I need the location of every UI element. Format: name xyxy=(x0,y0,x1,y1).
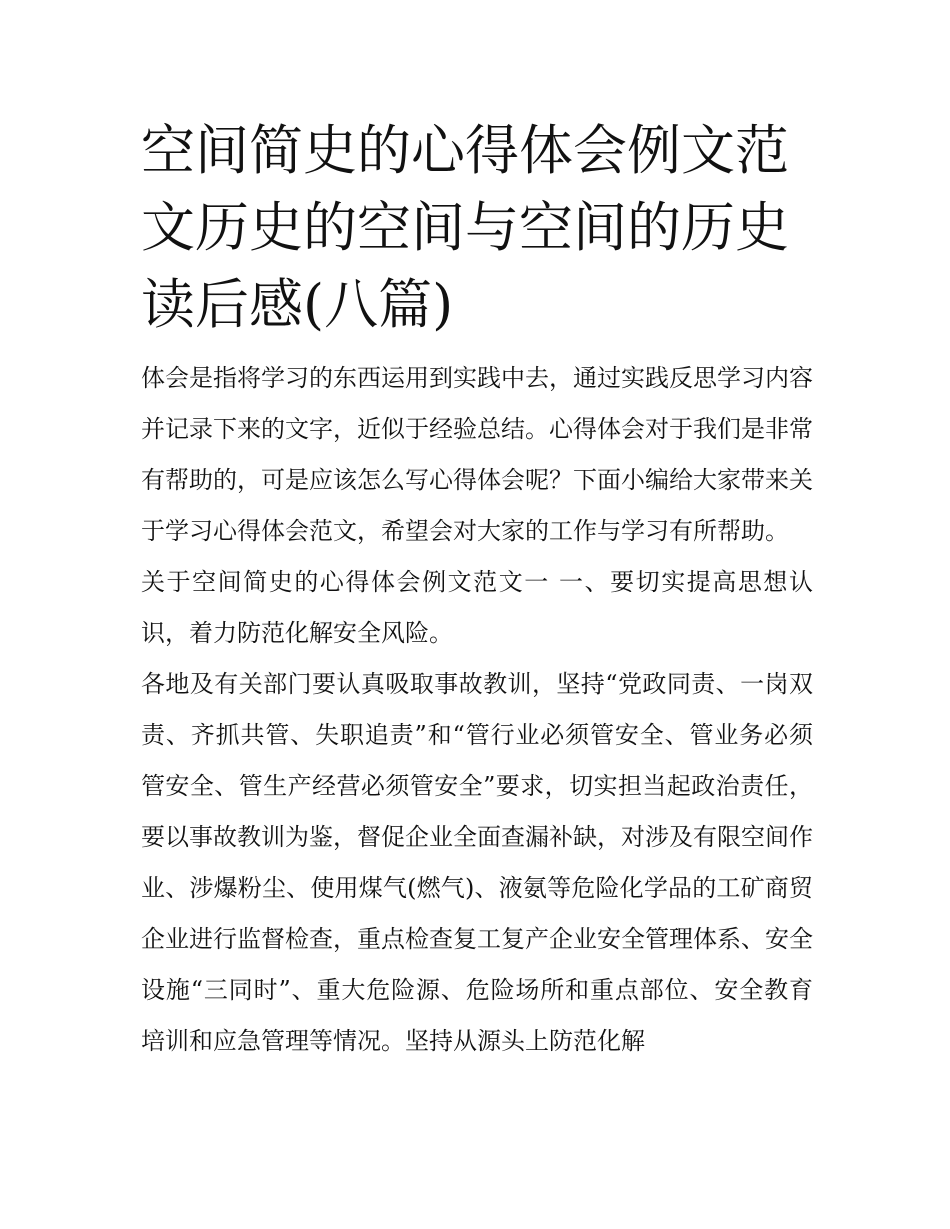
document-body xyxy=(141,353,813,1067)
paragraph-intro: 体会是指将学习的东西运用到实践中去，通过实践反思学习内容并记录下来的文字，近似于经验总结。心得体会对于我们是非常有帮助的，可是应该怎么写心得体会呢？下面小编给大家带来关于学习心得体会范文，希望会对大家的工作与学习有所帮助。 xyxy=(141,364,813,545)
paragraph-section-one-body: 各地及有关部门要认真吸取事故教训，坚持“党政同责、一岗双责、齐抓共管、失职追责”和“管行业必须管安全、管业务必须管安全、管生产经营必须管安全”要求，切实担当起政治责任，要以事故教训为鉴，督促企业全面查漏补缺，对涉及有限空间作业、涉爆粉尘、使用煤气(燃气)、液氨等危险化学品的工矿商贸企业进行监督检查，重点检查复工复产企业安全管理体系、安全设施“三同时”、重大危险源、危险场所和重点部位、安全教育培训和应急管理等情况。坚持从源头上防范化解 xyxy=(141,670,813,1055)
document-title: 空间简史的心得体会例文范文历史的空间与空间的历史读后感(八篇) xyxy=(141,119,789,336)
paragraph-section-one-heading: 关于空间简史的心得体会例文范文一 一、要切实提高思想认识，着力防范化解安全风险。 xyxy=(141,568,813,647)
